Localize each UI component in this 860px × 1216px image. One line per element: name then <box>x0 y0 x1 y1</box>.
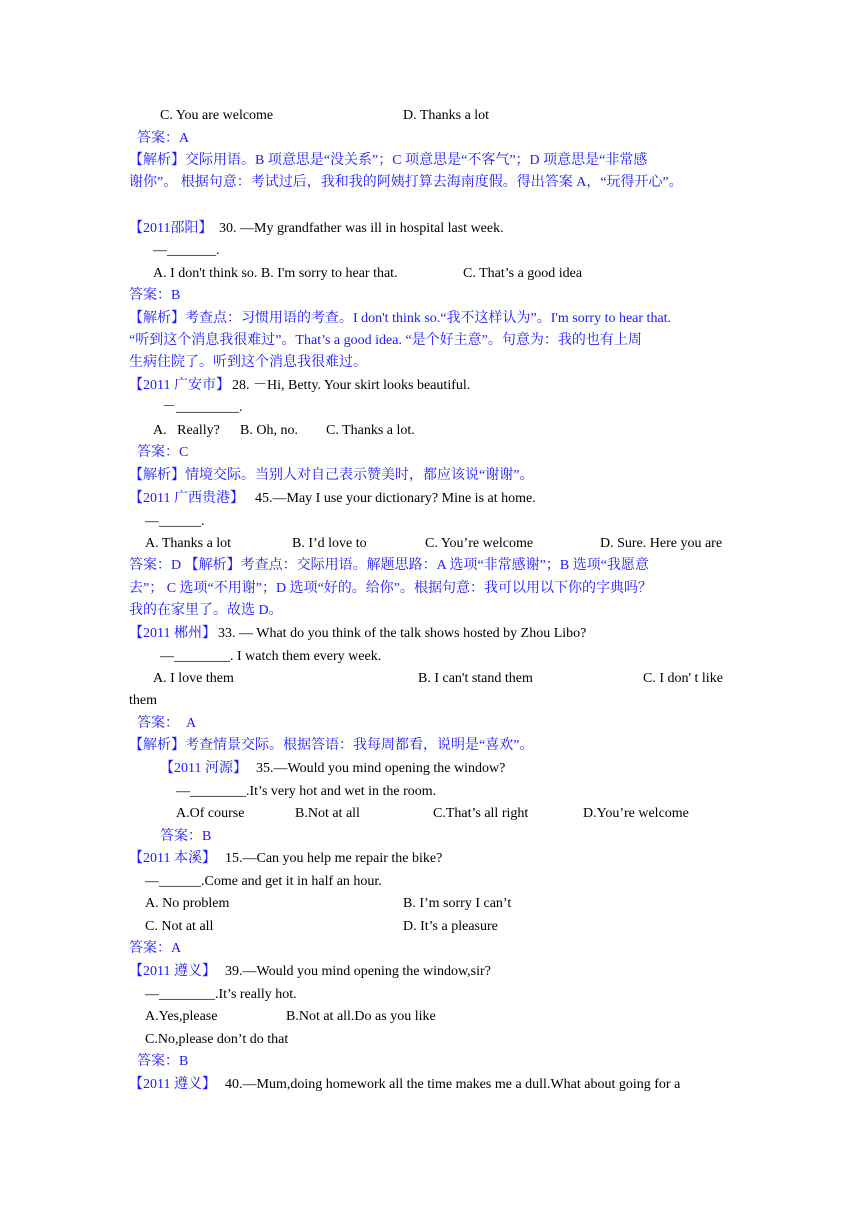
question-source: 【2011 遵义】 <box>129 964 216 979</box>
question-source: 【2011 郴州】 <box>129 626 216 641</box>
question-text: 28. －Hi, Betty. Your skirt looks beautiful. <box>232 378 471 393</box>
option-b: B.Not at all.Do as you like <box>286 1009 436 1024</box>
option-a: A. I love them <box>153 671 234 686</box>
answer: 答案：A <box>137 131 190 146</box>
question-blank: —________. I watch them every week. <box>160 649 382 664</box>
answer-analysis: 答案：D 【解析】考查点：交际用语。解题思路：A 选项“非常感谢”；B 选项“我愿意 <box>129 558 649 573</box>
option-c: C. I don' t like <box>643 671 723 686</box>
option-c-continued: them <box>129 693 157 708</box>
option-d: D. Sure. Here you are <box>600 536 723 551</box>
question-blank: —________.It’s really hot. <box>145 987 297 1002</box>
analysis: 我的在家里了。故选 D。 <box>129 603 283 618</box>
option-a: A. Really? <box>153 423 220 438</box>
answer: 答案：A <box>129 941 182 956</box>
question-text: 33. — What do you think of the talk shows hosted by Zhou Libo? <box>218 626 587 641</box>
question-text: 30. —My grandfather was ill in hospital last week. <box>219 221 504 236</box>
analysis: 【解析】交际用语。B 项意思是“没关系”；C 项意思是“不客气”；D 项意思是“非常感 <box>129 153 648 168</box>
question-text: 15.—Can you help me repair the bike? <box>225 851 443 866</box>
analysis: 【解析】考查点：习惯用语的考查。I don't think so.“我不这样认为”。I'm sorry to hear that. <box>129 311 672 326</box>
question-blank: —_______. <box>153 243 220 258</box>
question-source: 【2011 遵义】 <box>129 1077 216 1092</box>
analysis: 【解析】情境交际。当别人对自己表示赞美时，都应该说“谢谢”。 <box>129 468 534 483</box>
question-text: 35.—Would you mind opening the window? <box>256 761 506 776</box>
analysis: 【解析】考查情景交际。根据答语：我每周都看，说明是“喜欢”。 <box>129 738 534 753</box>
analysis: 去”； C 选项“不用谢”；D 选项“好的。给你”。根据句意：我可以用以下你的字典吗？ <box>129 581 653 596</box>
question-text: 39.—Would you mind opening the window,sir? <box>225 964 491 979</box>
answer: 答案：B <box>137 1054 189 1069</box>
option-a: A. Thanks a lot <box>145 536 232 551</box>
option-b: B. Oh, no. <box>240 423 298 438</box>
question-source: 【2011 广安市】 <box>129 378 230 393</box>
option-b: B. I’m sorry I can’t <box>403 896 512 911</box>
option-b: B. I’d love to <box>292 536 367 551</box>
question-text: 40.—Mum,doing homework all the time makes me a dull.What about going for a <box>225 1077 681 1092</box>
option-c: C. That’s a good idea <box>463 266 583 281</box>
question-blank: —______. <box>145 514 205 529</box>
analysis: 生病住院了。听到这个消息我很难过。 <box>129 355 367 370</box>
option-b: B. I can't stand them <box>418 671 533 686</box>
option-a: A. No problem <box>145 896 230 911</box>
option-d: D. It’s a pleasure <box>403 919 498 934</box>
options: A. I don't think so. B. I'm sorry to hear that. <box>153 266 398 281</box>
option-d: D. Thanks a lot <box>403 108 490 123</box>
question-source: 【2011 广西贵港】 <box>129 491 244 506</box>
option-d: D.You’re welcome <box>583 806 689 821</box>
option-c: C. You’re welcome <box>425 536 534 551</box>
question-text: 45.—May I use your dictionary? Mine is at home. <box>255 491 536 506</box>
option-c: C. Thanks a lot. <box>326 423 415 438</box>
question-source: 【2011 本溪】 <box>129 851 216 866</box>
option-a: A.Of course <box>176 806 245 821</box>
question-blank: －_________. <box>162 400 243 415</box>
option-b: B.Not at all <box>295 806 360 821</box>
option-c: C. You are welcome <box>160 108 274 123</box>
question-blank: —______.Come and get it in half an hour. <box>145 874 382 889</box>
analysis: “听到这个消息我很难过”。That’s a good idea. “是个好主意”。句意为：我的也有上周 <box>129 333 642 348</box>
answer: 答案：B <box>160 829 212 844</box>
answer: 答案： A <box>137 716 197 731</box>
answer: 答案：B <box>129 288 181 303</box>
option-a: A.Yes,please <box>145 1009 218 1024</box>
question-blank: —________.It’s very hot and wet in the room. <box>176 784 437 799</box>
analysis: 谢你”。 根据句意：考试过后，我和我的阿姨打算去海南度假。得出答案 A，“玩得开心”。 <box>129 175 683 190</box>
question-source: 【2011邵阳】 <box>129 221 213 236</box>
question-source: 【2011 河源】 <box>160 761 247 776</box>
option-c: C. Not at all <box>145 919 214 934</box>
option-c: C.That’s all right <box>433 806 529 821</box>
answer: 答案：C <box>137 445 189 460</box>
option-c: C.No,please don’t do that <box>145 1032 289 1047</box>
